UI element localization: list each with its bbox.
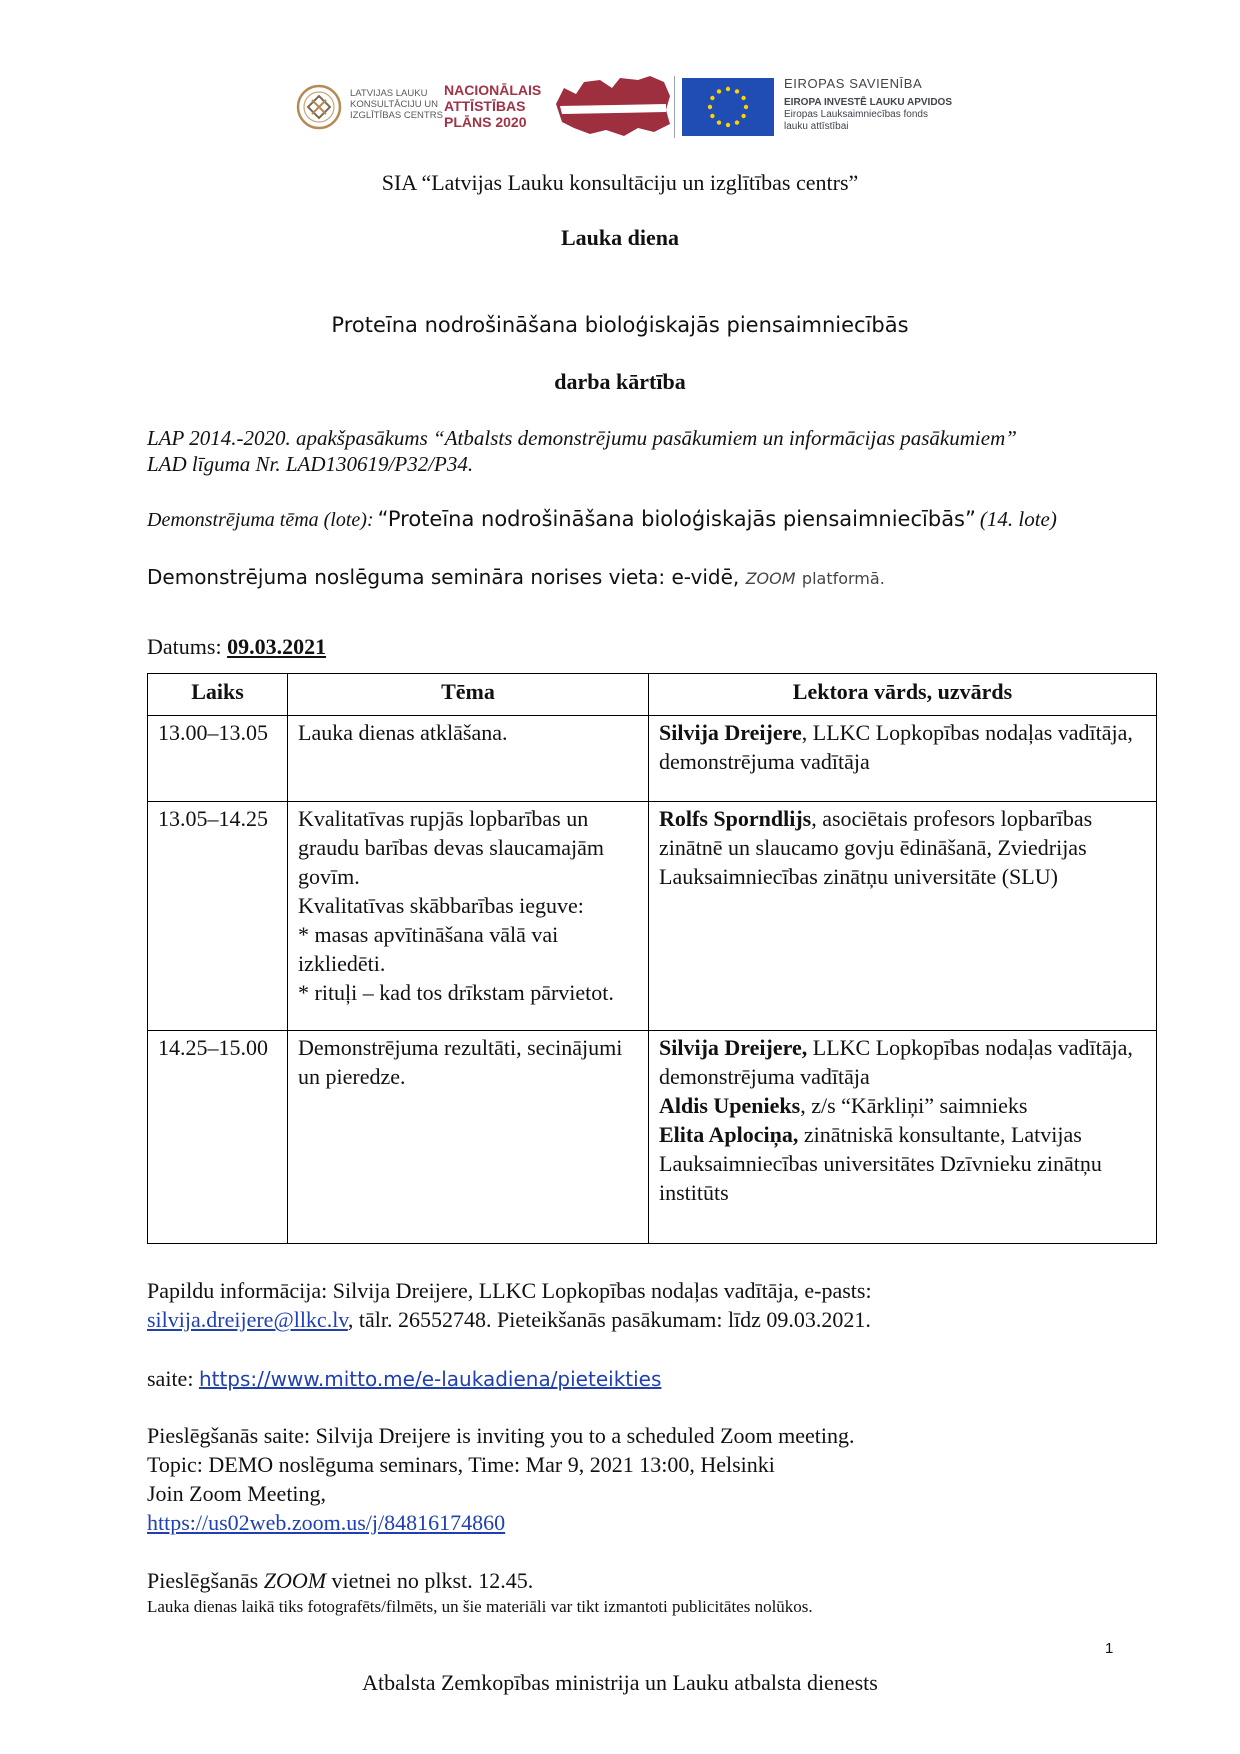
lecturer-cell: Silvija Dreijere, LLKC Lopkopības nodaļas vadītāja, demonstrējuma vadītāja xyxy=(649,716,1157,802)
time-cell: 14.25–15.00 xyxy=(148,1031,288,1244)
topic-cell: Lauka dienas atklāšana. xyxy=(288,716,649,802)
publicity-note: Lauka dienas laikā tiks fotografēts/filmēts, un šie materiāli var tikt izmantoti publicitātes nolūkos. xyxy=(147,1597,813,1616)
program-line: LAP 2014.-2020. apakšpasākums “Atbalsts demonstrējumu pasākumiem un informācijas pasākumiem” xyxy=(147,426,1017,450)
connect-time-line: Pieslēgšanās ZOOM vietnei no plkst. 12.45. xyxy=(147,1568,534,1593)
table-row xyxy=(148,802,1157,1031)
contact-info-line-2 xyxy=(147,1307,871,1333)
demo-topic-value: “Proteīna nodrošināšana bioloģiskajās piensaimniecībās” xyxy=(377,507,976,531)
llkc-logo-text: LATVIJAS LAUKU KONSULTĀCIJU UN IZGLĪTĪBAS CENTRS xyxy=(350,88,443,121)
nap-logo-text: NACIONĀLAIS ATTĪSTĪBAS PLĀNS 2020 xyxy=(444,82,542,130)
demo-lot: (14. lote) xyxy=(979,507,1057,531)
page-number: 1 xyxy=(1105,1640,1114,1657)
zoom-topic-line: Topic: DEMO noslēguma seminars, Time: Mar 9, 2021 13:00, Helsinki xyxy=(147,1452,775,1477)
time-cell: 13.05–14.25 xyxy=(148,802,288,1031)
table-row xyxy=(148,716,1157,802)
email-link[interactable]: silvija.dreijere@llkc.lv xyxy=(147,1307,348,1332)
date-value: 09.03.2021 xyxy=(227,634,327,659)
signup-label: saite: xyxy=(147,1366,194,1391)
table-row xyxy=(148,1031,1157,1244)
logo-divider xyxy=(674,76,675,138)
latvia-map-icon xyxy=(554,74,672,138)
time-cell: 13.00–13.05 xyxy=(148,716,288,802)
zoom-link-line xyxy=(147,1510,505,1536)
agenda-table xyxy=(147,673,1157,1244)
column-header-topic: Tēma xyxy=(288,674,649,716)
column-header-time: Laiks xyxy=(148,674,288,716)
topic-cell: Kvalitatīvas rupjās lopbarības un graudu barības devas slaucamajām govīm. Kvalitatīvas skābbarības ieguve: * masas apvītināšana vālā vai izkliedēti. * rituļi – kad tos drīkstam pārvietot. xyxy=(288,802,649,1031)
organization-name: SIA “Latvijas Lauku konsultāciju un izglītības centrs” xyxy=(381,170,859,195)
date-label: Datums: xyxy=(147,634,222,659)
demo-topic-line xyxy=(147,507,1057,532)
zoom-meeting-link[interactable]: https://us02web.zoom.us/j/84816174860 xyxy=(147,1510,506,1535)
event-topic: Proteīna nodrošināšana bioloģiskajās piensaimniecībās xyxy=(331,313,909,337)
table-header-row xyxy=(148,674,1157,716)
demo-topic-label: Demonstrējuma tēma (lote): xyxy=(147,509,374,531)
footer-support-text: Atbalsta Zemkopības ministrija un Lauku atbalsta dienests xyxy=(362,1670,878,1695)
logo-banner xyxy=(296,72,996,144)
date-line xyxy=(147,634,326,660)
signup-link[interactable]: https://www.mitto.me/e-laukadiena/pieteikties xyxy=(198,1367,662,1391)
zoom-invite-line: Pieslēgšanās saite: Silvija Dreijere is inviting you to a scheduled Zoom meeting. xyxy=(147,1423,855,1448)
contract-line: LAD līguma Nr. LAD130619/P32/P34. xyxy=(147,452,474,476)
lecturer-cell: Rolfs Sporndlijs, asociētais profesors lopbarības zinātnē un slaucamo govju ēdināšanā, Zviedrijas Lauksaimniecības zinātņu universitāte (SLU) xyxy=(649,802,1157,1031)
lecturer-cell: Silvija Dreijere, LLKC Lopkopības nodaļas vadītāja, demonstrējuma vadītāja Aldis Upenieks, z/s “Kārkliņi” saimnieks Elita Aplociņa, zinātniskā konsultante, Latvijas Lauksaimniecības universitātes Dzīvnieku zinātņu institūts xyxy=(649,1031,1157,1244)
contact-info-line: Papildu informācija: Silvija Dreijere, LLKC Lopkopības nodaļas vadītāja, e-pasts: xyxy=(147,1278,872,1303)
zoom-join-line: Join Zoom Meeting, xyxy=(147,1481,327,1506)
llkc-logo-icon xyxy=(296,84,342,130)
venue-text: Demonstrējuma noslēguma semināra norises vieta: e-vidē, xyxy=(147,565,740,589)
venue-line xyxy=(147,565,885,589)
signup-line xyxy=(147,1366,661,1392)
agenda-title: darba kārtība xyxy=(554,369,686,394)
topic-cell: Demonstrējuma rezultāti, secinājumi un pieredze. xyxy=(288,1031,649,1244)
column-header-lecturer: Lektora vārds, uzvārds xyxy=(649,674,1157,716)
event-title: Lauka diena xyxy=(561,225,679,250)
venue-zoom: ZOOM xyxy=(745,569,796,588)
contact-phone-deadline: , tālr. 26552748. Pieteikšanās pasākumam: līdz 09.03.2021. xyxy=(347,1307,871,1332)
venue-platform: platformā. xyxy=(801,569,885,588)
eu-logo-text: EIROPAS SAVIENĪBA EIROPA INVESTĒ LAUKU APVIDOS Eiropas Lauksaimniecības fonds lauku attīstībai xyxy=(784,76,952,132)
eu-flag-icon xyxy=(682,78,774,136)
